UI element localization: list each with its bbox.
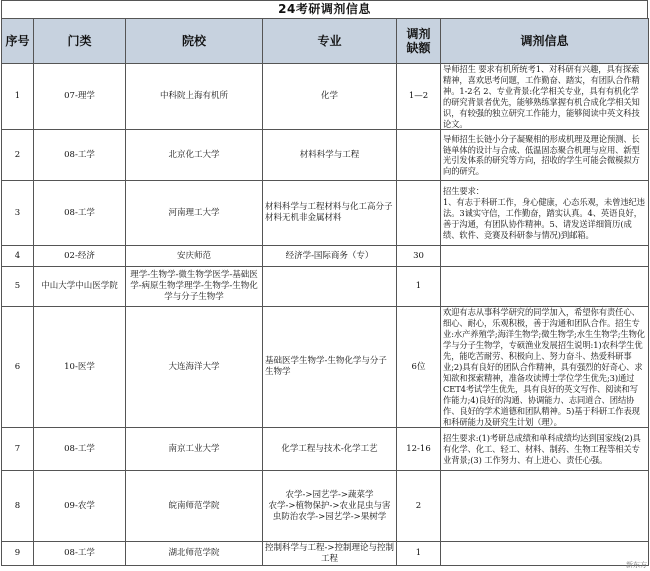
cell-info: 招生要求： 1、有志于科研工作，身心健康，心态乐观，未曾违纪违法。3诚实守信，工作勤奋，踏实认真。4、英语良好，善于沟通，有团队协作精神。5、请发送详细简历(成绩、软件、竞赛及科研参与情况)到邮箱。	[441, 181, 649, 246]
table-row	[2, 307, 649, 428]
cell-school: 湖北师范学院	[126, 542, 263, 566]
cell-school: 中科院上海有机所	[126, 64, 263, 130]
cell-major: 化学	[263, 64, 397, 130]
cell-major: 材料科学与工程材料与化工高分子材料无机非金属材料	[263, 181, 397, 246]
cell-category: 08-工学	[34, 130, 126, 181]
cell-school: 北京化工大学	[126, 130, 263, 181]
cell-category: 08-工学	[34, 181, 126, 246]
table-row	[2, 267, 649, 307]
cell-major: 农学->园艺学->蔬菜学 农学->植物保护->农业昆虫与害虫防治农学->园艺学->果树学	[263, 471, 397, 542]
header-category: 门类	[34, 19, 126, 64]
cell-category: 07-理学	[34, 64, 126, 130]
cell-seq: 7	[2, 428, 34, 471]
cell-quota: 1—2	[397, 64, 441, 130]
cell-info: 欢迎有志从事科学研究的同学加入，希望你有责任心、细心、耐心，乐观积极，善于沟通和团队合作。招生专业:水产养殖学;海洋生物学;微生物学;水生生物学;生物化学与分子生物学，专硕渔业发展招生说明:1)农科学生优先，能吃苦耐劳、积极向上、努力奋斗、热爱科研事业;2)具有良好的团队合作精神，具有强烈的好奇心、求知欲和探索精神，准备攻读博士学位学生优先;3)通过CET4考试学生优先，具有良好的英文写作、阅读和写作能力;4)良好的沟通、协调能力、志同道合、团结协作、良好的学术道德和团队精神。5)基于科研工作表现和科研能力及研究生计划（理）。	[441, 307, 649, 428]
table-row	[2, 542, 649, 566]
watermark: 新东方	[626, 561, 647, 569]
cell-info: 招生要求:(1)考研总成绩和单科成绩均达到国家线(2)具有化学、化工、轻工、材料、制药、生物工程等相关专业背景;(3) 工作努力、有上进心、责任心强。	[441, 428, 649, 471]
cell-category: 08-工学	[34, 428, 126, 471]
table-row	[2, 181, 649, 246]
cell-info	[441, 542, 649, 566]
table-row	[2, 246, 649, 267]
cell-seq: 8	[2, 471, 34, 542]
cell-school: 河南理工大学	[126, 181, 263, 246]
cell-quota	[397, 130, 441, 181]
header-quota: 调剂 缺额	[397, 19, 441, 64]
cell-seq: 4	[2, 246, 34, 267]
cell-info	[441, 246, 649, 267]
table-row	[2, 64, 649, 130]
cell-category: 09-农学	[34, 471, 126, 542]
cell-info: 导师招生长链小分子凝聚相的形成机理及理论预测、长链单体的设计与合成、低温固态聚合机理与应用、新型光引发体系的研究等方向，招收的学生可能会微模拟方向的研究。	[441, 130, 649, 181]
header-major: 专业	[263, 19, 397, 64]
cell-seq: 5	[2, 267, 34, 307]
table-row	[2, 428, 649, 471]
cell-seq: 3	[2, 181, 34, 246]
cell-info	[441, 267, 649, 307]
cell-school: 皖南师范学院	[126, 471, 263, 542]
cell-seq: 1	[2, 64, 34, 130]
cell-seq: 6	[2, 307, 34, 428]
cell-quota	[397, 181, 441, 246]
table-row	[2, 130, 649, 181]
header-seq: 序号	[2, 19, 34, 64]
cell-seq: 2	[2, 130, 34, 181]
cell-category: 中山大学中山医学院	[34, 267, 126, 307]
cell-quota: 1	[397, 267, 441, 307]
cell-category: 02-经济	[34, 246, 126, 267]
adjustment-sheet	[1, 0, 648, 566]
sheet-title: 24考研调剂信息	[1, 0, 648, 18]
cell-quota: 1	[397, 542, 441, 566]
cell-seq: 9	[2, 542, 34, 566]
header-info: 调剂信息	[441, 19, 649, 64]
cell-major: 控制科学与工程->控制理论与控制工程	[263, 542, 397, 566]
cell-quota: 30	[397, 246, 441, 267]
cell-info	[441, 471, 649, 542]
cell-quota: 2	[397, 471, 441, 542]
header-school: 院校	[126, 19, 263, 64]
table-row	[2, 471, 649, 542]
cell-school: 安庆师范	[126, 246, 263, 267]
cell-info: 导师招生 要求有机所统考1、对科研有兴趣，具有探索精神，喜欢思考问题，工作勤奋、踏实，有团队合作精神。1-2名 2、专业背景:化学相关专业，具有有机化学的研究背景者优先，能够熟练掌握有机合成化学相关知识，有较强的独立研究工作能力，能够阅读中英文科技论文。	[441, 64, 649, 130]
cell-school: 理学-生物学-微生物学医学-基础医学-病原生物学理学-生物学-生物化学与分子生物学	[126, 267, 263, 307]
cell-major	[263, 267, 397, 307]
adjustment-table	[1, 18, 649, 566]
header-row	[2, 19, 649, 64]
cell-category: 08-工学	[34, 542, 126, 566]
cell-school: 南京工业大学	[126, 428, 263, 471]
cell-major: 化学工程与技术-化学工艺	[263, 428, 397, 471]
cell-major: 基础医学生物学-生物化学与分子生物学	[263, 307, 397, 428]
cell-quota: 6位	[397, 307, 441, 428]
cell-major: 材料科学与工程	[263, 130, 397, 181]
cell-major: 经济学-国际商务（专）	[263, 246, 397, 267]
cell-quota: 12-16	[397, 428, 441, 471]
cell-school: 大连海洋大学	[126, 307, 263, 428]
cell-category: 10-医学	[34, 307, 126, 428]
